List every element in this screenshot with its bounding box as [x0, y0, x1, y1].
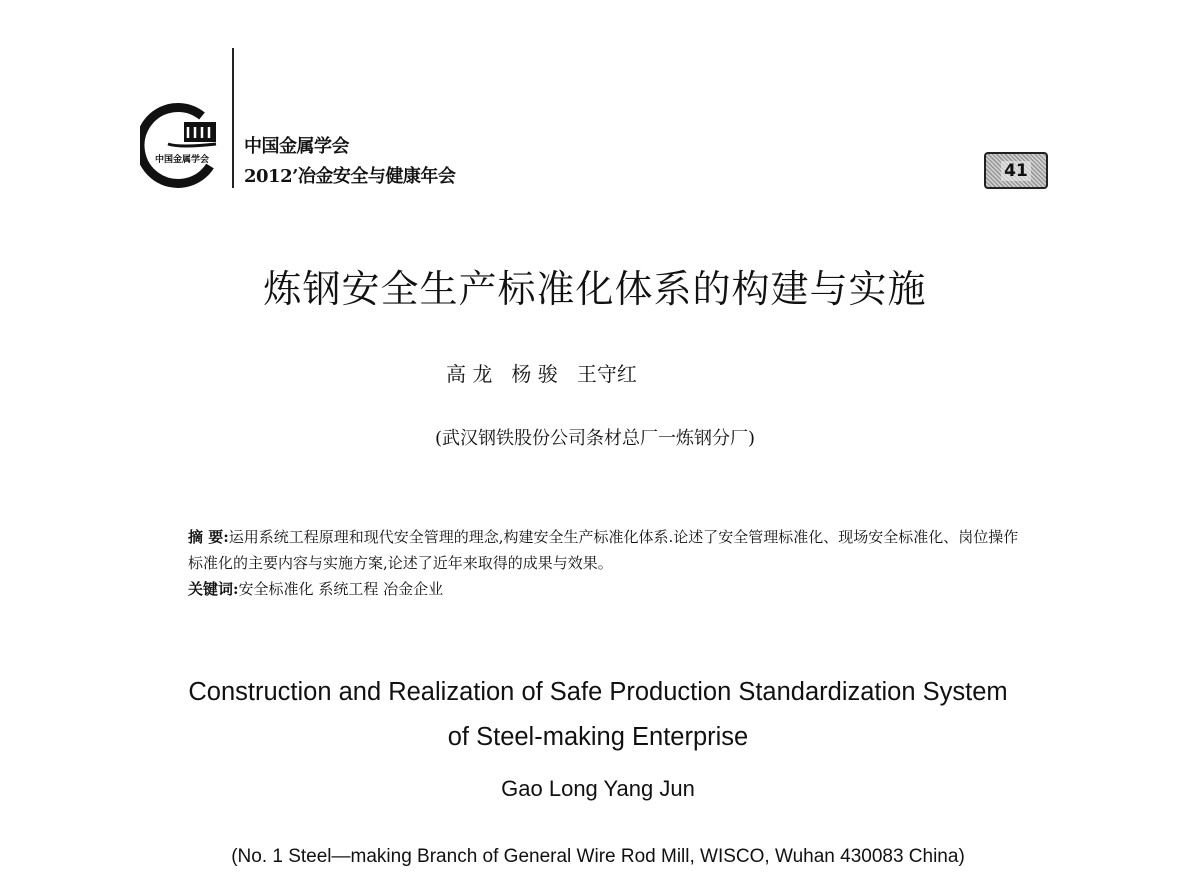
paper-title-en-line1: Construction and Realization of Safe Production Standardization System — [188, 678, 1008, 706]
conference-header — [244, 132, 455, 192]
paper-title-en — [0, 670, 1196, 760]
authors-cn: 高 龙 杨 骏 王守红 — [446, 362, 637, 386]
abstract-paragraph — [188, 524, 1028, 576]
svg-text:中国金属学会: 中国金属学会 — [154, 155, 210, 165]
paper-title-en-line2: of Steel-making Enterprise — [447, 723, 749, 751]
page-number-badge — [984, 152, 1048, 189]
affiliation-en: (No. 1 Steel—making Branch of General Wire Rod Mill, WISCO, Wuhan 430083 China) — [231, 846, 965, 867]
paper-title-cn: 炼钢安全生产标准化体系的构建与实施 — [263, 267, 927, 311]
abstract-cn — [188, 524, 1028, 602]
conference-name: 2012’冶金安全与健康年会 — [244, 166, 456, 187]
abstract-text: 运用系统工程原理和现代安全管理的理念,构建安全生产标准化体系.论述了安全管理标准化、现场安全标准化、岗位操作标准化的主要内容与实施方案,论述了近年来取得的成果与效果。 — [188, 528, 1019, 572]
page-number: 41 — [1001, 161, 1031, 181]
keywords-line — [188, 576, 1028, 602]
header-divider — [232, 48, 234, 188]
society-name: 中国金属学会 — [244, 136, 349, 157]
keywords-text: 安全标准化 系统工程 冶金企业 — [238, 580, 444, 598]
society-logo — [140, 100, 224, 190]
keywords-label: 关键词: — [188, 580, 239, 598]
authors-en: Gao Long Yang Jun — [501, 776, 695, 801]
affiliation-cn: (武汉钢铁股份公司条材总厂一炼钢分厂) — [434, 428, 756, 449]
abstract-label: 摘 要: — [188, 528, 229, 546]
